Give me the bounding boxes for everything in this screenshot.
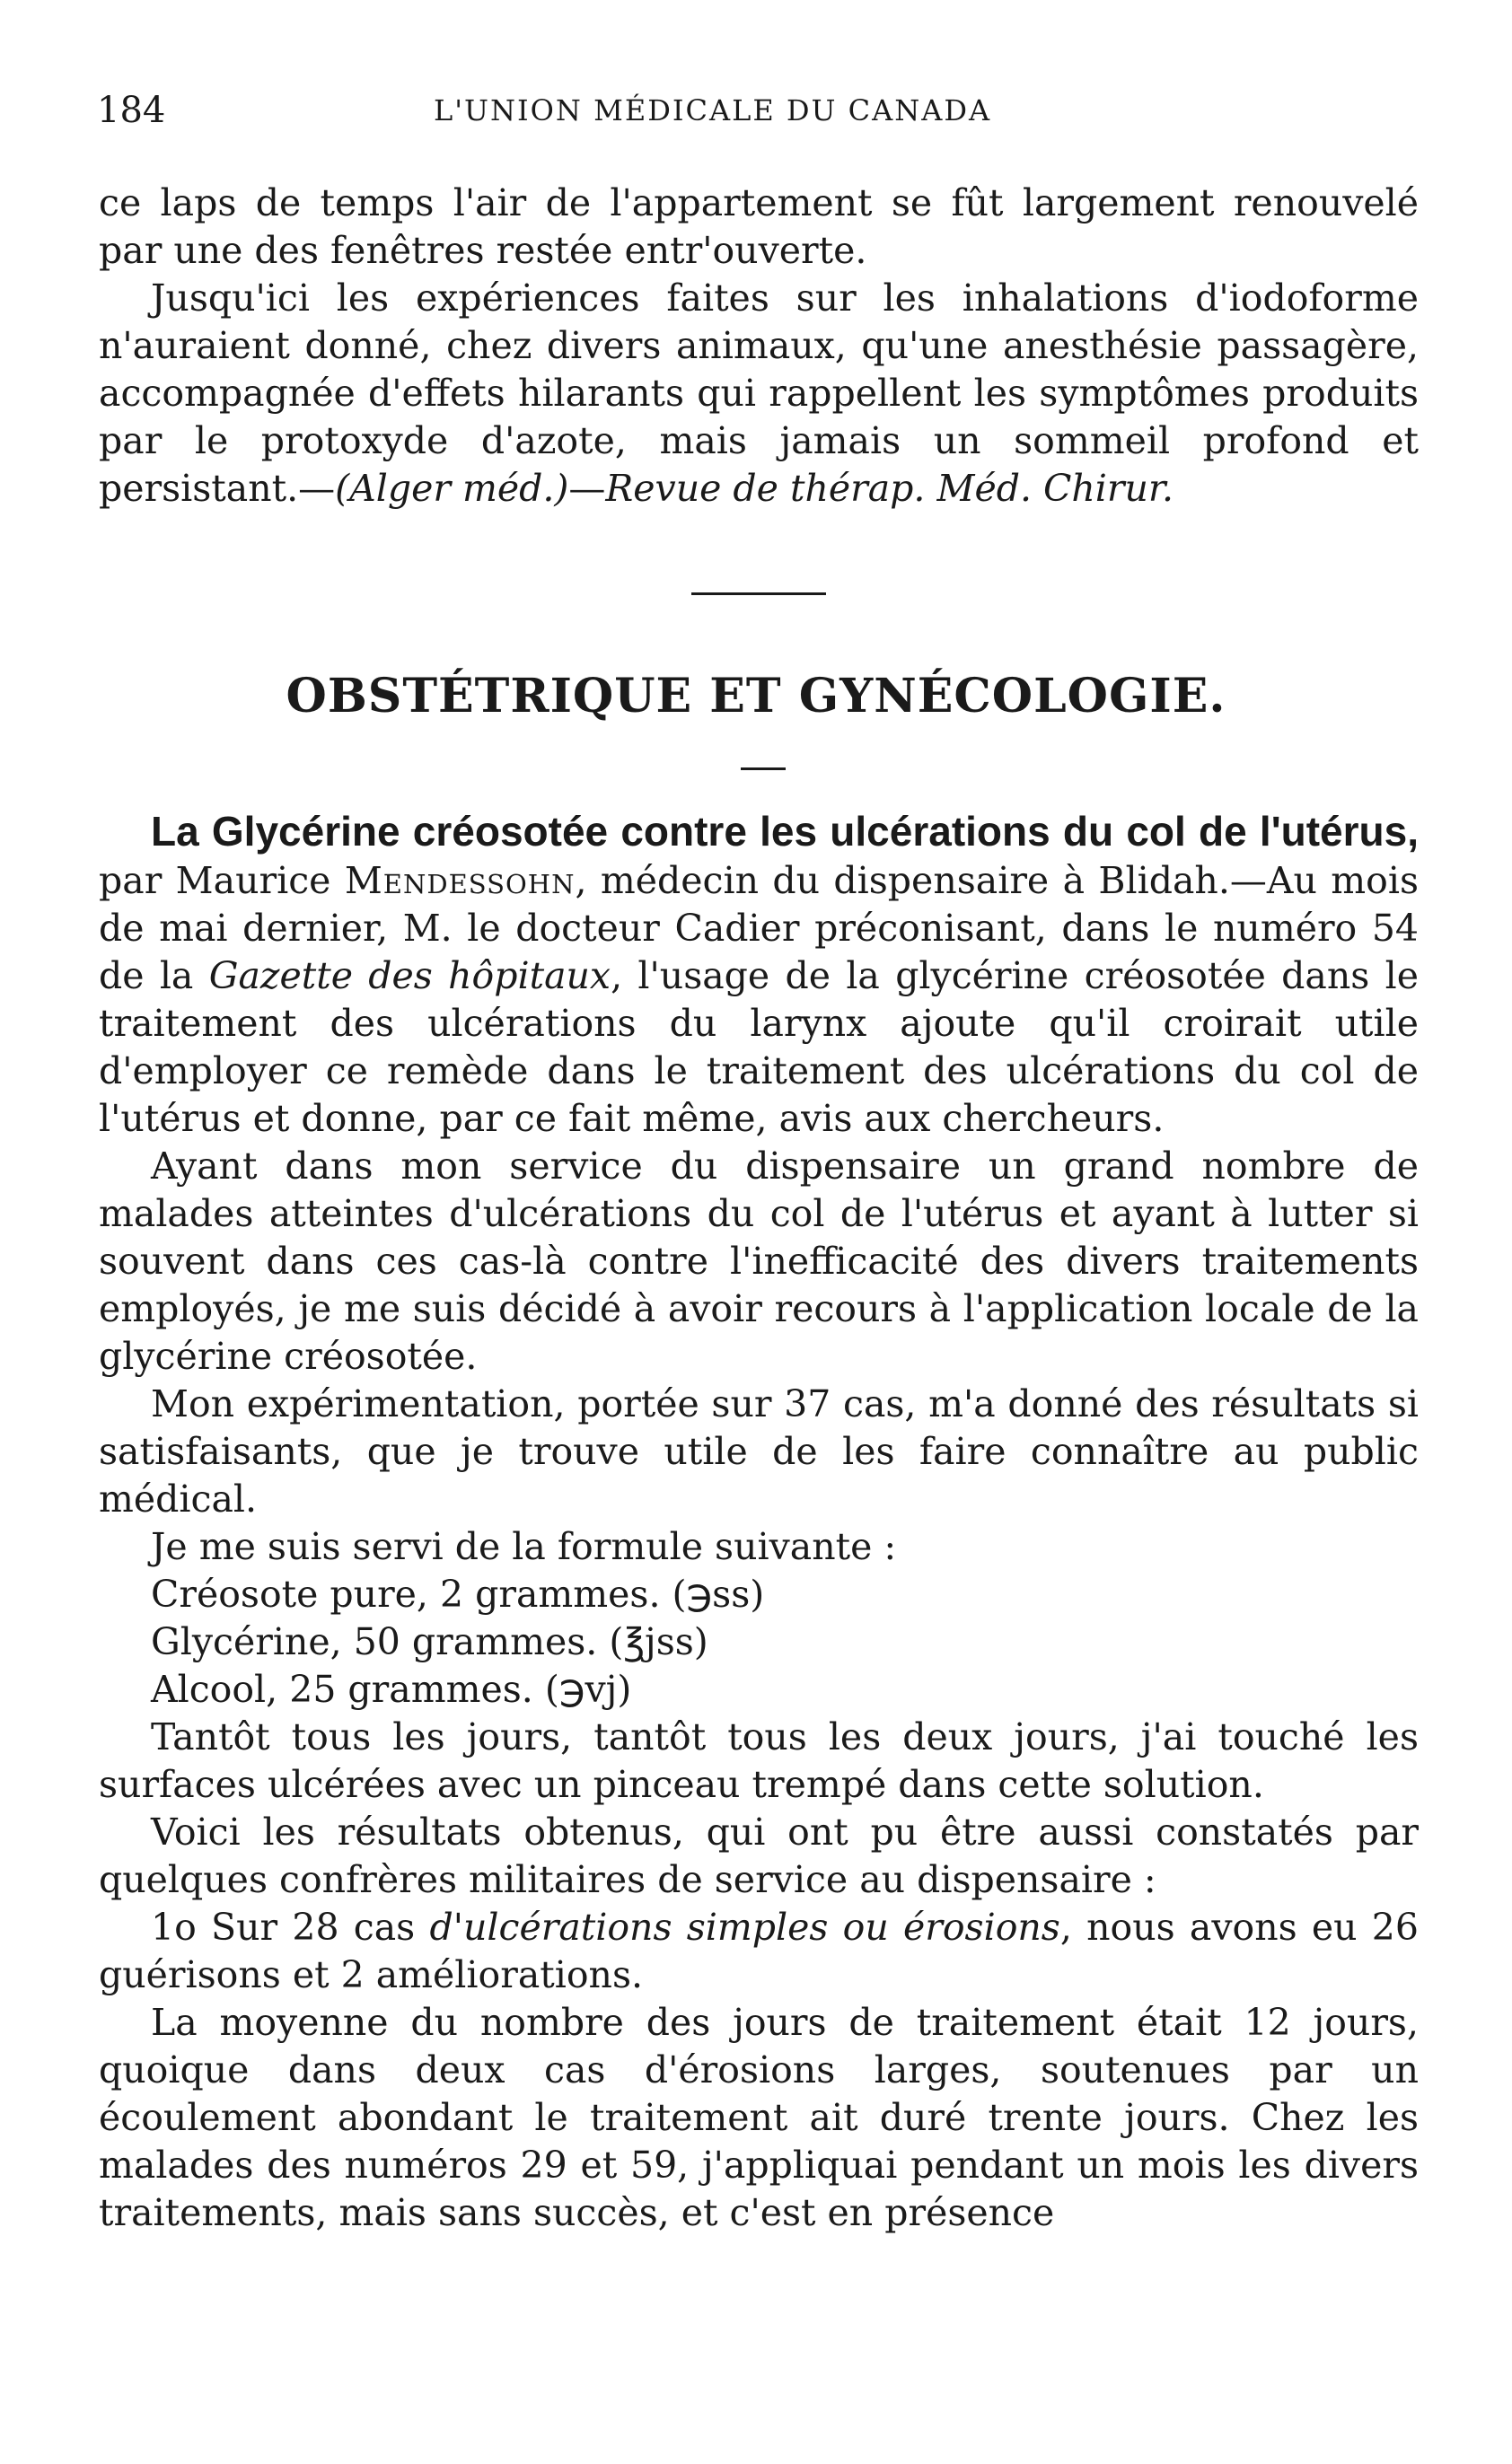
emphasis: d'ulcérations simples ou érosions [429, 1906, 1060, 1949]
paragraph: Je me suis servi de la formule suivante : [151, 1525, 897, 1568]
paragraph: ce laps de temps l'air de l'appartement se fût largement renouvelé par une des fenêtres restée entr'ouverte. [99, 181, 1419, 272]
formula-line: Glycérine, 50 grammes. (℥jss) [151, 1620, 708, 1663]
title-divider [741, 767, 786, 770]
paragraph: La moyenne du nombre des jours de traitement était 12 jours, quoique dans deux cas d'érosions larges, soutenues par un écoulement abondant le traitement ait duré trente jours. Chez les malades des numéros 29 et 59, j'appliquai pendant un mois les divers traitements, mais sans succès, et c'est en présence [99, 2001, 1419, 2234]
paragraph: Mon expérimentation, portée sur 37 cas, m'a donné des résultats si satisfaisants, que je trouve utile de les faire connaître au public médical. [99, 1382, 1419, 1521]
paragraph: Tantôt tous les jours, tantôt tous les deux jours, j'ai touché les surfaces ulcérées avec un pinceau trempé dans cette solution. [99, 1715, 1419, 1806]
paragraph-text: , l'usage de la glycérine créosotée dans le traitement des ulcérations du larynx ajoute qu'il croirait utile d'employer ce remède dans le traitement des ulcérations du col de l'utérus et donne, par ce fait même, avis aux chercheurs. [99, 954, 1420, 1140]
running-title: L'UNION MÉDICALE DU CANADA [434, 93, 992, 127]
section-title: OBSTÉTRIQUE ET GYNÉCOLOGIE. [286, 669, 1226, 723]
dash: — [568, 467, 606, 510]
section-divider [691, 592, 826, 595]
source-citation: Revue de thérap. Méd. Chirur. [605, 467, 1174, 510]
article-body [99, 808, 1419, 2237]
paragraph-text: , médecin du dispensaire à Blidah.—Au mois de mai dernier, M. le docteur Cadier préconisant, dans le numéro 54 de la [99, 859, 1419, 997]
journal-name: Gazette des hôpitaux [208, 954, 611, 997]
author-name: Mendessohn [344, 859, 576, 902]
paragraph-text: 1o Sur 28 cas [151, 1906, 430, 1949]
formula-line: Créosote pure, 2 grammes. (℈ss) [151, 1573, 765, 1616]
paragraph-text: Jusqu'ici les expériences faites sur les inhalations d'iodoforme n'auraient donné, chez divers animaux, qu'une anesthésie passagère, accompagnée d'effets hilarants qui rappellent les symptômes produits par le protoxyde d'azote, mais jamais un sommeil profond et persistant.— [99, 276, 1419, 510]
page-number: 184 [97, 90, 166, 131]
byline: par Maurice [99, 859, 345, 902]
paragraph: Voici les résultats obtenus, qui ont pu être aussi constatés par quelques confrères militaires de service au dispensaire : [99, 1811, 1419, 1901]
paragraph [99, 1904, 1419, 1999]
source-citation: (Alger méd.) [335, 467, 569, 510]
previous-article [99, 180, 1419, 513]
paragraph: Ayant dans mon service du dispensaire un grand nombre de malades atteintes d'ulcérations du col de l'utérus et ayant à lutter si souvent dans ces cas-là contre l'inefficacité des divers traitements employés, je me suis décidé à avoir recours à l'application locale de la glycérine créosotée. [99, 1144, 1419, 1378]
paragraph-text: , nous avons eu 26 guérisons et 2 améliorations. [99, 1906, 1419, 1996]
paragraph [99, 275, 1419, 513]
article-title: La Glycérine créosotée contre les ulcérations du col de l'utérus, [151, 808, 1419, 855]
page-header [97, 90, 1426, 135]
formula-line: Alcool, 25 grammes. (℈vj) [151, 1668, 632, 1711]
article-intro [99, 808, 1419, 1143]
